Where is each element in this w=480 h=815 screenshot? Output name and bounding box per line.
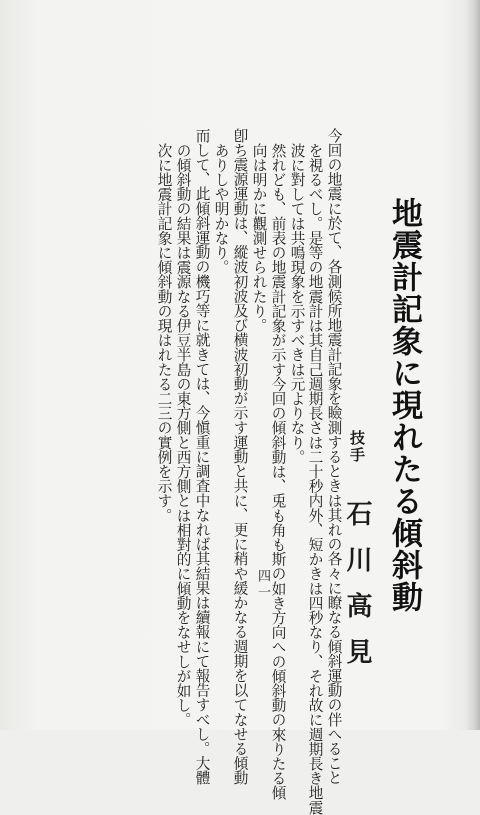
body-line-2: を視るべし。是等の地震計は其自己週期長さは二十秒内外、短かきは四秒なり、それ故に週期長き地震 <box>306 143 324 815</box>
author-name: 石川高見 <box>342 500 372 684</box>
body-line-10: 次に地震計記象に傾斜動の現はれたる二三の實例を示す。 <box>155 143 173 523</box>
article-title: 地震計記象に現れたる傾斜動 <box>386 197 422 613</box>
body-line-3: 波に對しては共鳴現象を示すべきは元よりなり。 <box>288 143 306 465</box>
body-line-8: 而して、此傾斜運動の機巧等に就きては、今愼重に調査中なれば其結果は續報にて報告すべし。大體 <box>193 128 211 785</box>
author-role: 技手 <box>348 430 366 464</box>
body-line-4: 然れども、前表の地震計記象が示す今回の傾斜動は、兎も角も斯の如き方向への傾斜動の來りたる傾 <box>269 143 287 800</box>
body-line-7: ありしや明かなり。 <box>212 143 230 275</box>
body-line-9: の傾斜動の結果は震源なる伊豆半島の東方側と西方側とは相對的に傾動をなせしが如し。 <box>174 143 192 727</box>
body-line-1: 今回の地震に於て、各測候所地震計記象を瞼測するときは其れの各々に瞭なる傾斜運動の伴へること <box>325 128 343 785</box>
page-number: 四一 <box>255 569 270 601</box>
binding-edge-shadow <box>466 0 480 730</box>
body-line-5: 向は明かに觀測せられたり。 <box>250 143 268 333</box>
body-line-6: 卽ち震源運動は、縱波初波及び横波初動が示す運動と共に、更に稍や緩かなる週期を以てなせる傾動 <box>231 128 249 785</box>
